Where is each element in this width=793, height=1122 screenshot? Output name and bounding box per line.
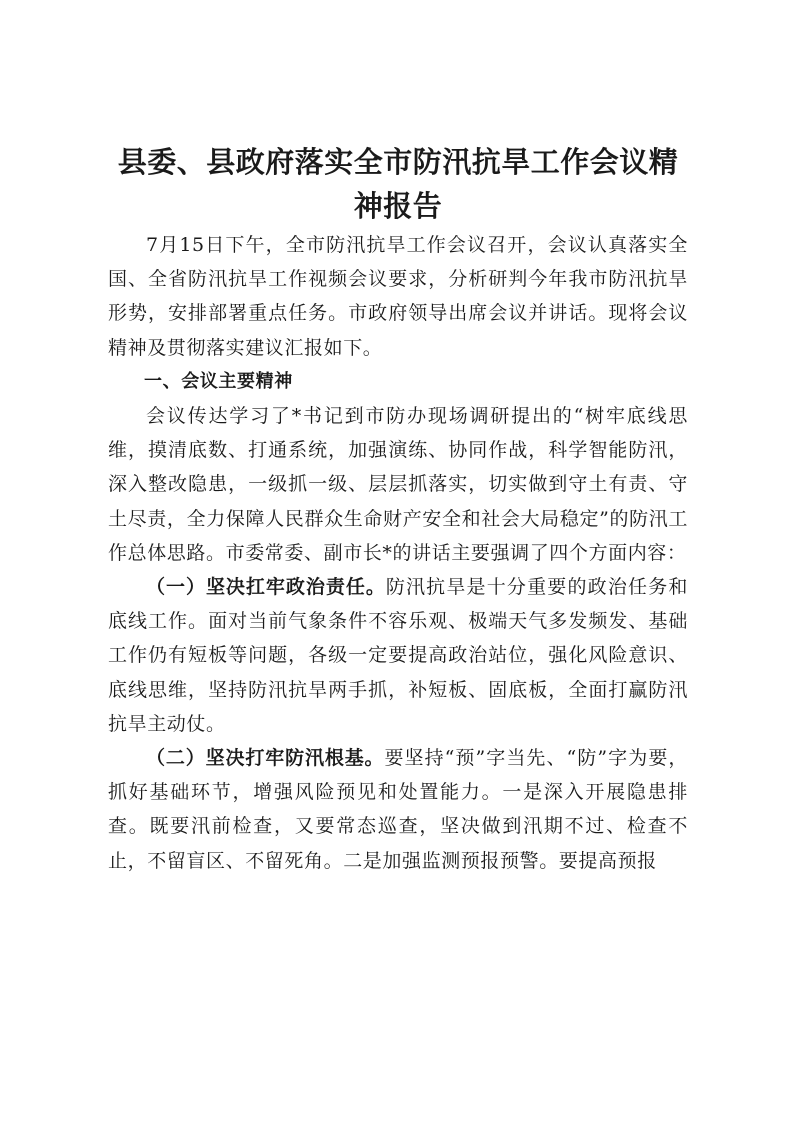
document-page [108, 140, 688, 878]
point-two-lead: （二）坚决打牢防汛根基。 [146, 747, 385, 770]
section-heading: 一、会议主要精神 [144, 370, 293, 392]
point-one-lead: （一）坚决扛牢政治责任。 [146, 576, 386, 599]
point-one-paragraph [108, 570, 688, 741]
document-title: 县委、县政府落实全市防汛抗旱工作会议精神报告 [117, 145, 679, 223]
intro-paragraph: 7月15日下午，全市防汛抗旱工作会议召开，会议认真落实全国、全省防汛抗旱工作视频会议要求，分析研判今年我市防汛抗旱形势，安排部署重点任务。市政府领导出席会议并讲话。现将会议精神及贯彻落实建议汇报如下。 [108, 234, 688, 359]
point-two-text: 要坚持“预”字当先、“防”字为要，抓好基础环节，增强风险预见和处置能力。一是深入开展隐患排查。既要汛前检查，又要常态巡查，坚决做到汛期不过、检查不止，不留盲区、不留死角。二是加强监测预报预警。要提高预报 [108, 747, 688, 872]
point-one-text: 防汛抗旱是十分重要的政治任务和底线工作。面对当前气象条件不容乐观、极端天气多发频发、基础工作仍有短板等问题，各级一定要提高政治站位，强化风险意识、底线思维，坚持防汛抗旱两手抓，补短板、固底板，全面打赢防汛抗旱主动仗。 [108, 576, 688, 735]
section-paragraph: 会议传达学习了*书记到市防办现场调研提出的“树牢底线思维，摸清底数、打通系统，加强演练、协同作战，科学智能防汛，深入整改隐患，一级抓一级、层层抓落实，切实做到守土有责、守土尽责，全力保障人民群众生命财产安全和社会大局稳定”的防汛工作总体思路。市委常委、副市长*的讲话主要强调了四个方面内容： [108, 405, 688, 564]
point-two-paragraph [108, 741, 688, 878]
